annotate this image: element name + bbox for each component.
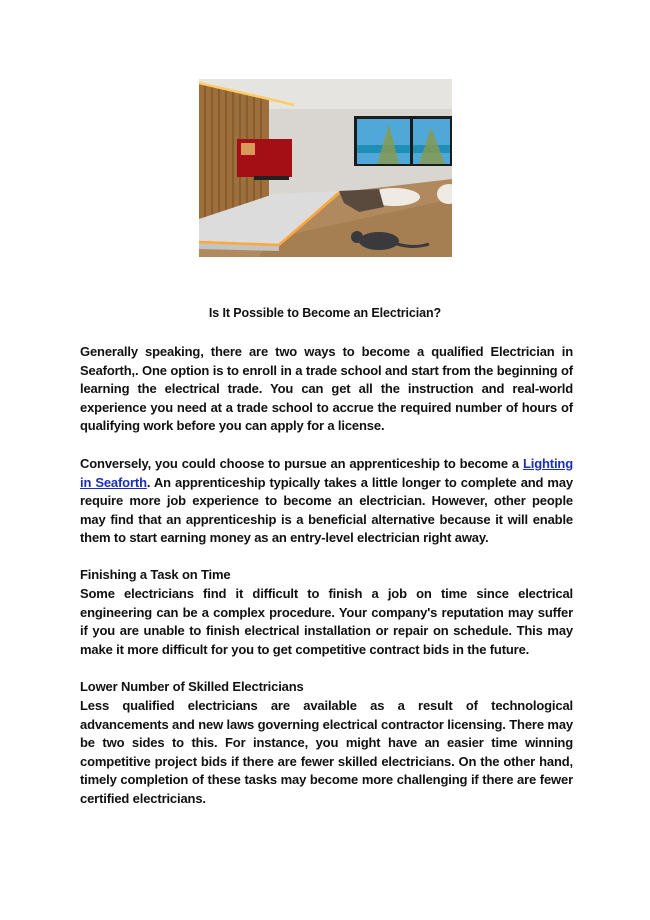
intro-paragraph: Generally speaking, there are two ways to become a qualified Electrician in Seaforth,. One option is to enroll in a trade school and start from the beginning of learning the electrical trade. You can get all the instruction and real-world experience you need at a trade school to accrue the required number of hours of qualifying work before you can apply for a license. xyxy=(80,344,573,434)
section-heading-finishing-task: Finishing a Task on Time xyxy=(80,567,231,582)
room-photo xyxy=(199,79,452,257)
room-illustration xyxy=(199,79,452,257)
section-heading-skilled-electricians: Lower Number of Skilled Electricians xyxy=(80,679,304,694)
apprenticeship-text-before-link: Conversely, you could choose to pursue an apprenticeship to become a xyxy=(80,456,523,471)
apprenticeship-text-after-link: . An apprenticeship typically takes a little longer to complete and may require more job experience to become an electrician. However, other people may find that an apprenticeship is a beneficial alternative because it will enable them to start earning money as an entry-level electrician right away. xyxy=(80,474,573,546)
article-title: Is It Possible to Become an Electrician? xyxy=(208,306,442,320)
finishing-task-paragraph: Some electricians find it difficult to finish a job on time since electrical engineering can be a complex procedure. Your company's reputation may suffer if you are unable to finish electrical installation or repair on schedule. This may make it more difficult for you to get competitive contract bids in the future. xyxy=(80,586,573,657)
lighting-in-seaforth-link[interactable]: Lighting in Seaforth xyxy=(80,456,573,490)
skilled-electricians-paragraph: Less qualified electricians are available as a result of technological advancements and new laws governing electrical contractor licensing. There may be two sides to this. For instance, you might have an easier time winning competitive project bids if there are fewer skilled electricians. On the other hand, timely completion of these tasks may become more challenging if there are fewer certified electricians. xyxy=(80,698,573,806)
apprenticeship-paragraph xyxy=(80,455,573,548)
